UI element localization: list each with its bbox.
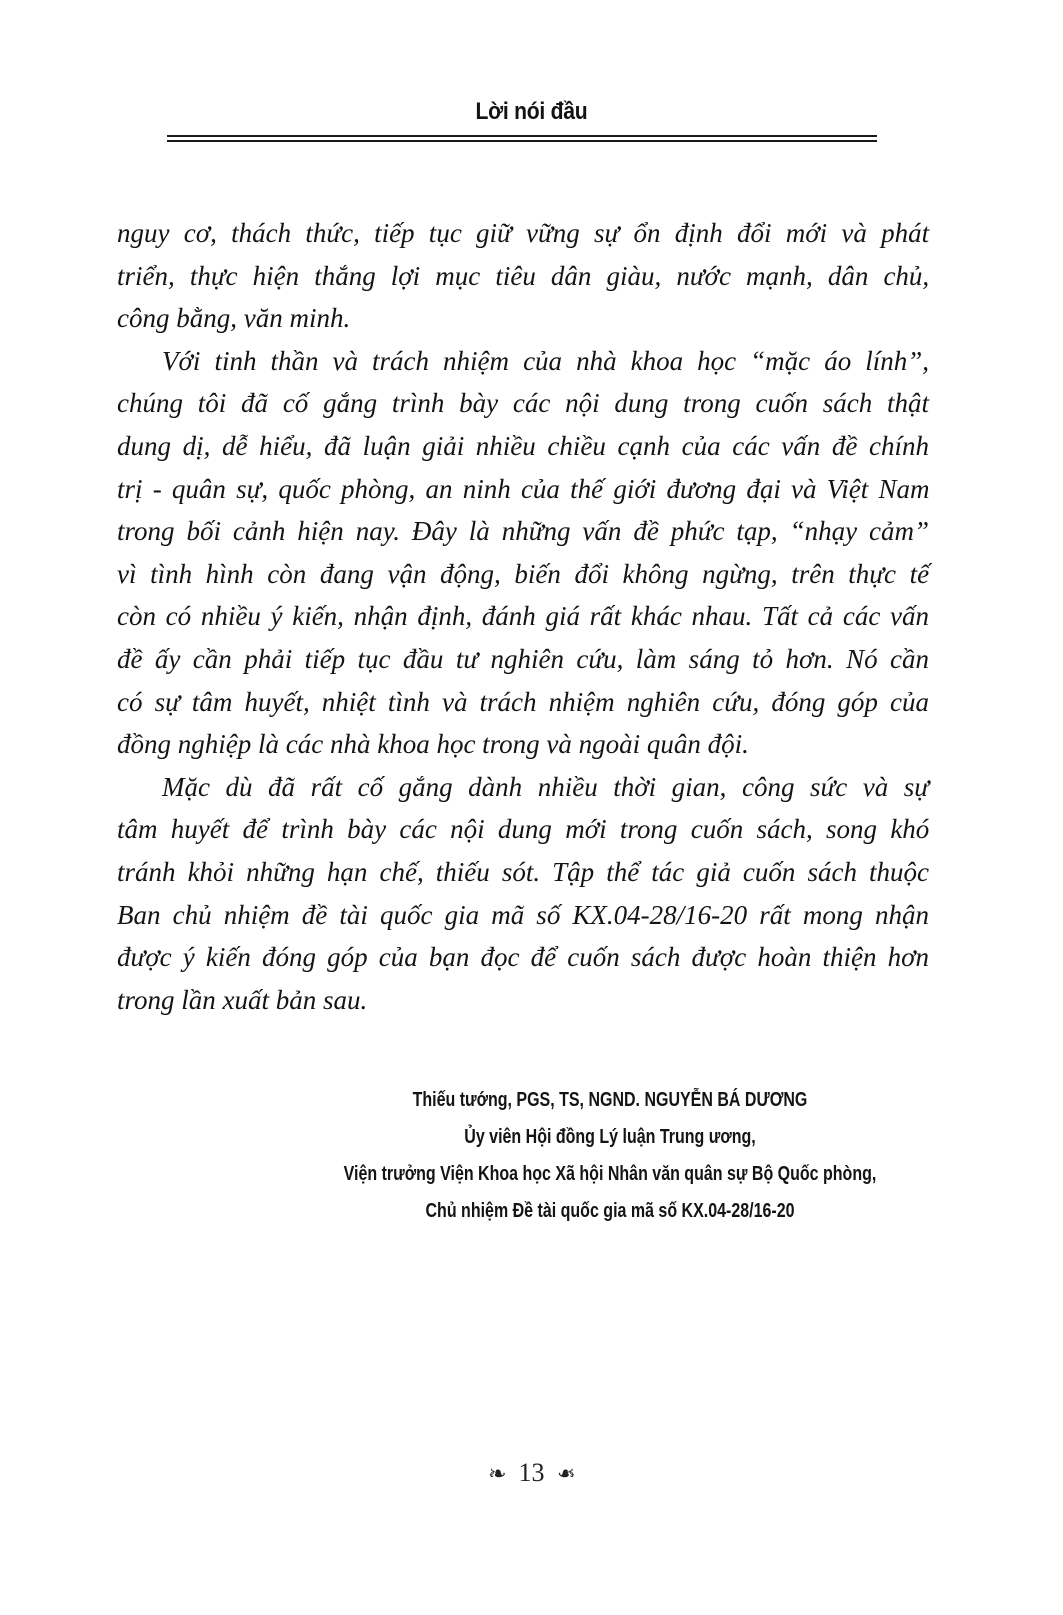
page-number: 13 [518, 1458, 545, 1487]
page-footer [0, 1458, 1063, 1488]
text-line: dung dị, dễ hiểu, đã luận giải nhiều chiều cạnh của các vấn đề chính [117, 430, 929, 461]
signature-title: Ủy viên Hội đồng Lý luận Trung ương, [464, 1126, 756, 1148]
text-line: trong bối cảnh hiện nay. Đây là những vấn đề phức tạp, “nhạy cảm” [117, 516, 929, 547]
text-line: triển, thực hiện thắng lợi mục tiêu dân giàu, nước mạnh, dân chủ, [117, 260, 930, 291]
body-text [117, 212, 929, 1021]
text-line: Mặc dù đã rất cố gắng dành nhiều thời gian, công sức và sự [162, 771, 929, 802]
header-rule-top [167, 135, 877, 137]
paragraph [117, 212, 929, 340]
text-line: còn có nhiều ý kiến, nhận định, đánh giá rất khác nhau. Tất cả các vấn [117, 601, 929, 632]
text-line: Với tinh thần và trách nhiệm của nhà khoa học “mặc áo lính”, [162, 345, 929, 376]
signature-title: Chủ nhiệm Đề tài quốc gia mã số KX.04-28/16-20 [425, 1200, 795, 1222]
signature-title: Viện trưởng Viện Khoa học Xã hội Nhân văn quân sự Bộ Quốc phòng, [343, 1163, 877, 1185]
text-line: đề ấy cần phải tiếp tục đầu tư nghiên cứu, làm sáng tỏ hơn. Nó cần [117, 643, 930, 674]
text-line: trong lần xuất bản sau. [117, 984, 368, 1015]
ornament-right-icon: ❧ [556, 1461, 575, 1486]
header-rule-bottom [167, 140, 877, 142]
ornament-left-icon: ❧ [488, 1461, 507, 1486]
text-line: được ý kiến đóng góp của bạn đọc để cuốn sách được hoàn thiện hơn [117, 942, 929, 973]
text-line: chúng tôi đã cố gắng trình bày các nội dung trong cuốn sách thật [117, 388, 929, 419]
text-line: đồng nghiệp là các nhà khoa học trong và ngoài quân đội. [117, 729, 749, 760]
text-line: có sự tâm huyết, nhiệt tình và trách nhiệm nghiên cứu, đóng góp của [117, 686, 929, 717]
signature-name: Thiếu tướng, PGS, TS, NGND. NGUYỄN BÁ DƯƠNG [412, 1089, 808, 1111]
paragraph [117, 766, 929, 1022]
text-line: tránh khỏi những hạn chế, thiếu sót. Tập thể tác giả cuốn sách thuộc [117, 856, 929, 887]
text-line: vì tình hình còn đang vận động, biến đổi không ngừng, trên thực tế [117, 558, 930, 589]
signature-block [270, 1082, 950, 1230]
text-line: Ban chủ nhiệm đề tài quốc gia mã số KX.04-28/16-20 rất mong nhận [117, 899, 929, 930]
text-line: tâm huyết để trình bày các nội dung mới trong cuốn sách, song khó [117, 814, 930, 845]
paragraph [117, 340, 929, 766]
text-line: trị - quân sự, quốc phòng, an ninh của thế giới đương đại và Việt Nam [117, 473, 930, 504]
text-line: nguy cơ, thách thức, tiếp tục giữ vững sự ổn định đổi mới và phát [117, 218, 930, 248]
page-header-title: Lời nói đầu [475, 98, 588, 125]
text-line: công bằng, văn minh. [117, 303, 351, 334]
